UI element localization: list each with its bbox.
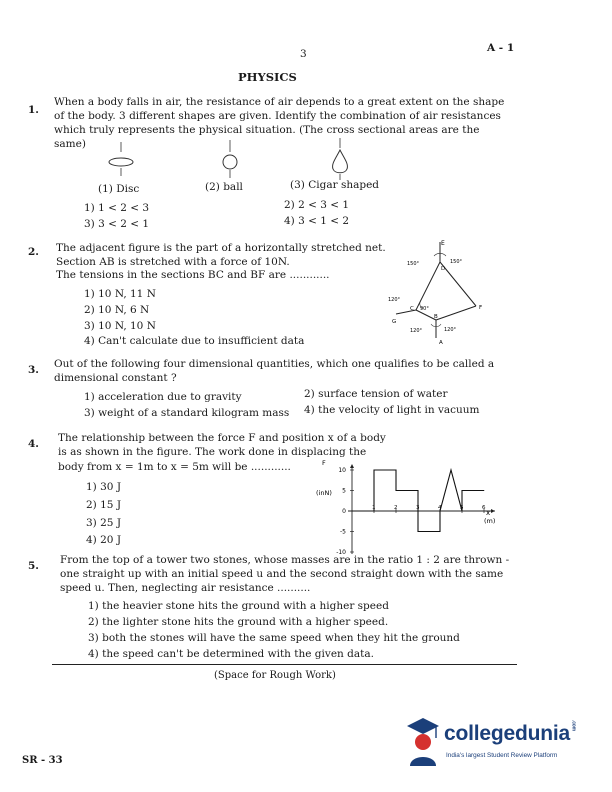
- rough-work-label: (Space for Rough Work): [214, 670, 336, 681]
- q5-option-4[interactable]: 4) the speed can't be determined with the given data.: [88, 648, 374, 660]
- chart-data-point: [451, 470, 452, 471]
- q1-option-2[interactable]: 2) 2 < 3 < 1: [284, 199, 350, 211]
- q1-number: 1.: [28, 104, 39, 116]
- q1-option-3[interactable]: 3) 3 < 2 < 1: [84, 218, 150, 230]
- chart-data-point: [396, 470, 397, 471]
- q2-label-120-right: 120°: [444, 327, 457, 333]
- q2-label-90: 90°: [420, 306, 429, 312]
- q5-option-2[interactable]: 2) the lighter stone hits the ground with a higher speed.: [88, 616, 389, 628]
- chart-y-tick-label: -10: [336, 549, 346, 555]
- q1-option-1[interactable]: 1) 1 < 2 < 3: [84, 202, 150, 214]
- q2-option-3[interactable]: 3) 10 N, 10 N: [84, 320, 156, 332]
- q4-text-line-2: is as shown in the figure. The work done in displacing the: [58, 446, 367, 458]
- page-number: 3: [300, 48, 307, 60]
- chart-axis-inN-label: (inN): [316, 489, 332, 497]
- q2-label-A: A: [439, 340, 443, 346]
- q3-text: Out of the following four dimensional quantities, which one qualifies to be called a dimensional constant ?: [54, 358, 495, 384]
- chart-x-tick-label: 6: [482, 505, 486, 511]
- q2-label-F: F: [479, 305, 483, 311]
- q1-shape-label-2: (2) ball: [205, 181, 243, 193]
- q4-text-line-1: The relationship between the force F and position x of a body: [58, 432, 386, 444]
- chart-x-arrow: [491, 509, 495, 513]
- paper-code: A - 1: [487, 42, 515, 54]
- q1-option-4[interactable]: 4) 3 < 1 < 2: [284, 215, 350, 227]
- chart-data-point: [418, 490, 419, 491]
- q4-text-line-3: body from x = 1m to x = 5m will be ............: [58, 461, 291, 473]
- q2-text-line-3: The tensions in the sections BC and BF are ............: [56, 269, 330, 281]
- chart-series-line: [352, 470, 484, 532]
- q2-option-4[interactable]: 4) Can't calculate due to insufficient data: [84, 335, 305, 347]
- chart-axis-m-label: (m): [484, 517, 496, 525]
- q3-option-3[interactable]: 3) weight of a standard kilogram mass: [84, 407, 290, 419]
- chart-x-tick-label: 5: [460, 505, 464, 511]
- chart-axis-F-label: F: [322, 459, 326, 467]
- q2-label-120-left: 120°: [410, 328, 423, 334]
- page-title: PHYSICS: [238, 70, 297, 84]
- q4-option-2[interactable]: 2) 15 J: [86, 499, 122, 511]
- chart-y-tick-label: 5: [342, 487, 346, 495]
- q3-number: 3.: [28, 364, 39, 376]
- q2-label-120-top: 120°: [388, 297, 401, 303]
- graduate-icon: [406, 716, 440, 768]
- chart-y-tick-label: -5: [340, 528, 346, 536]
- chart-data-point: [484, 490, 485, 491]
- chart-data-point: [462, 490, 463, 491]
- q2-label-C: C: [410, 306, 414, 312]
- ball-shape: [223, 140, 237, 178]
- q1-shape-label-3: (3) Cigar shaped: [290, 179, 380, 191]
- q5-option-3[interactable]: 3) both the stones will have the same speed when they hit the ground: [88, 632, 460, 644]
- q2-label-150-left: 150°: [407, 261, 420, 267]
- chart-axis-x-label: x: [486, 509, 491, 517]
- q2-option-1[interactable]: 1) 10 N, 11 N: [84, 288, 156, 300]
- q4-number: 4.: [28, 438, 39, 450]
- chart-data-point: [374, 470, 375, 471]
- chart-data-point: [396, 490, 397, 491]
- collegedunia-logo[interactable]: [406, 714, 596, 774]
- chart-data-point: [440, 531, 441, 532]
- chart-data-point: [440, 511, 441, 512]
- chart-x-tick-label: 1: [372, 505, 376, 511]
- q2-label-150-right: 150°: [450, 259, 463, 265]
- q3-option-2[interactable]: 2) surface tension of water: [304, 388, 448, 400]
- chart-data-point: [418, 531, 419, 532]
- q4-force-position-chart: [300, 455, 512, 555]
- q3-option-4[interactable]: 4) the velocity of light in vacuum: [304, 404, 480, 416]
- chart-data-point: [352, 511, 353, 512]
- q3-option-1[interactable]: 1) acceleration due to gravity: [84, 391, 242, 403]
- q2-label-G: G: [392, 319, 397, 325]
- q2-net-figure: [384, 236, 514, 346]
- q4-option-4[interactable]: 4) 20 J: [86, 534, 122, 546]
- chart-data-point: [462, 511, 463, 512]
- chart-y-arrow: [350, 464, 354, 468]
- cigar-shape: [333, 138, 348, 180]
- series-code: SR - 33: [22, 755, 63, 766]
- q1-shape-label-1: (1) Disc: [98, 183, 140, 195]
- chart-y-tick-label: 0: [342, 508, 346, 515]
- q2-label-E: E: [441, 240, 445, 247]
- q2-text-line-2: Section AB is stretched with a force of 10N.: [56, 256, 290, 268]
- q2-option-2[interactable]: 2) 10 N, 6 N: [84, 304, 150, 316]
- q2-label-B: B: [434, 314, 438, 320]
- q5-option-1[interactable]: 1) the heavier stone hits the ground with a higher speed: [88, 600, 389, 612]
- q1-text: When a body falls in air, the resistance of air depends to a great extent on the shape of the body. 3 different shapes are given. Identify the combination of air resistances which truly represents the physical situation. (The cross sectional areas are the same): [54, 96, 505, 150]
- brand-name: [444, 720, 577, 748]
- chart-data-point: [374, 511, 375, 512]
- q5-number: 5.: [28, 560, 39, 572]
- chart-x-tick-label: 4: [438, 505, 442, 511]
- q2-number: 2.: [28, 246, 39, 258]
- brand-word: collegedunia: [444, 722, 570, 745]
- brand-suffix: .com: [570, 720, 577, 731]
- disc-shape: [109, 142, 133, 176]
- q5-text: From the top of a tower two stones, whose masses are in the ratio 1 : 2 are thrown - one straight up with an initial speed u and the second straight down with the same speed u. Then, neglecting air resistance ..........: [60, 554, 510, 594]
- q2-text-line-1: The adjacent figure is the part of a horizontally stretched net.: [56, 242, 386, 254]
- q4-option-1[interactable]: 1) 30 J: [86, 481, 122, 493]
- chart-y-tick-label: 10: [338, 467, 346, 474]
- brand-tagline: India's largest Student Review Platform: [446, 752, 558, 759]
- q2-label-D: D: [441, 266, 446, 272]
- rough-work-divider: [52, 664, 517, 665]
- chart-x-tick-label: 3: [416, 505, 420, 511]
- chart-x-tick-label: 2: [394, 505, 398, 511]
- q4-option-3[interactable]: 3) 25 J: [86, 517, 122, 529]
